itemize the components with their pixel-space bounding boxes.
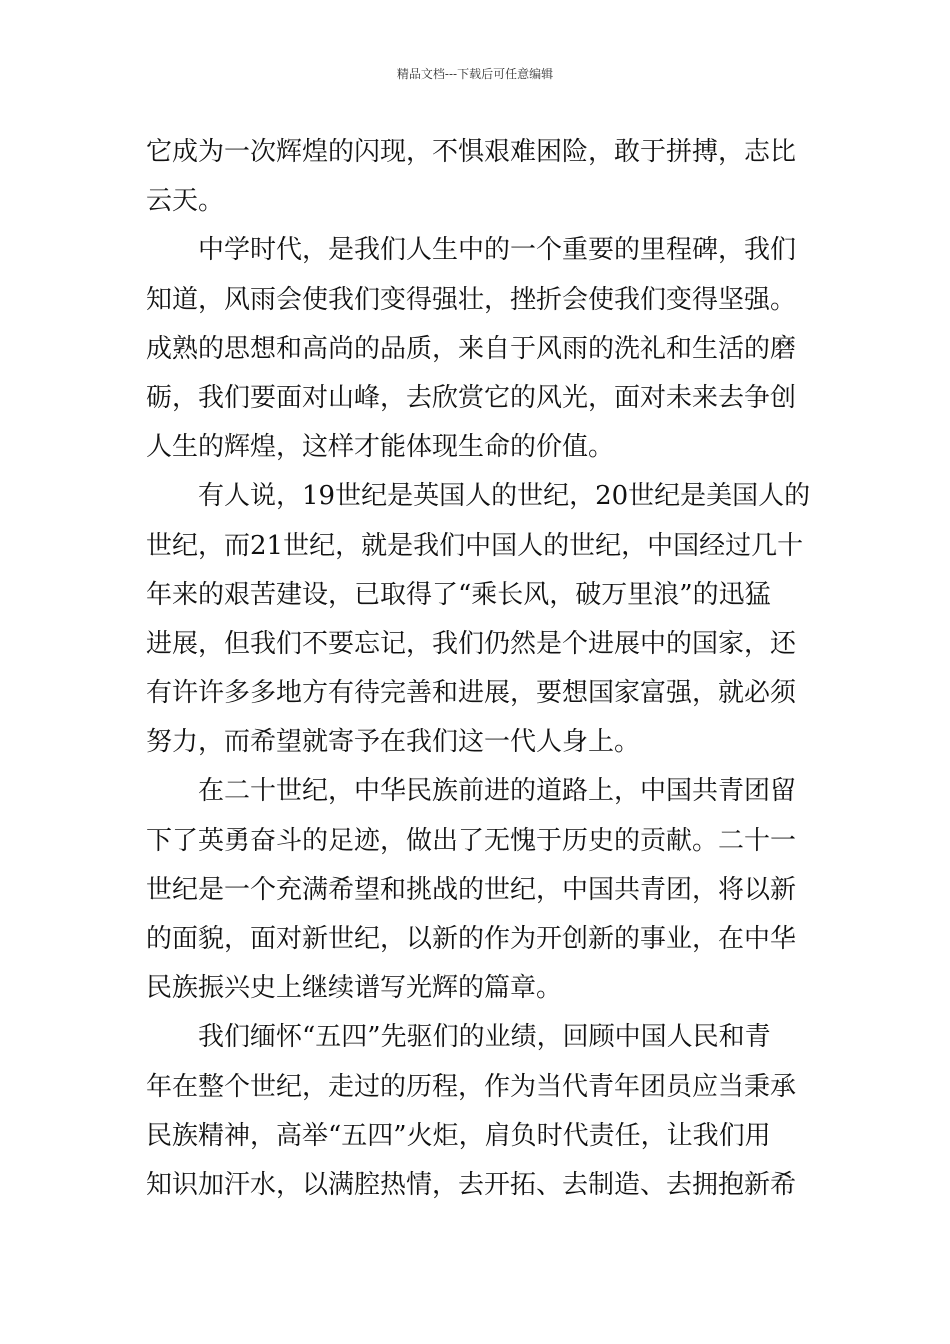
text-line-paragraph-start: 在二十世纪，中华民族前进的道路上，中国共青团留 [198, 776, 797, 807]
text-line: 世纪是一个充满希望和挑战的世纪，中国共青团，将以新 [146, 874, 797, 905]
text-line-paragraph-start: 我们缅怀“五四”先驱们的业绩，回顾中国人民和青 [198, 1022, 771, 1053]
text-line: 知道，风雨会使我们变得强壮，挫折会使我们变得坚强。 [146, 284, 797, 315]
text-line-paragraph-start: 中学时代，是我们人生中的一个重要的里程碑，我们 [198, 235, 797, 266]
text-line: 知识加汗水，以满腔热情，去开拓、去制造、去拥抱新希 [146, 1169, 797, 1200]
text-line: 成熟的思想和高尚的品质，来自于风雨的洗礼和生活的磨 [146, 333, 797, 364]
text-line: 年来的艰苦建设，已取得了“乘长风，破万里浪”的迅猛 [146, 579, 771, 610]
page-header: 精品文档---下载后可任意编辑 [396, 67, 554, 81]
text-line: 云天。 [146, 186, 225, 217]
text-line-paragraph-start: 有人说，19世纪是英国人的世纪，20世纪是美国人的 [198, 481, 810, 512]
text-line: 人生的辉煌，这样才能体现生命的价值。 [146, 432, 615, 463]
text-line: 世纪，而21世纪，就是我们中国人的世纪，中国经过几十 [146, 530, 804, 561]
text-line: 下了英勇奋斗的足迹，做出了无愧于历史的贡献。二十一 [146, 825, 797, 856]
text-line: 民族振兴史上继续谱写光辉的篇章。 [146, 973, 563, 1004]
text-line: 进展，但我们不要忘记，我们仍然是个进展中的国家，还 [146, 628, 797, 659]
text-line: 它成为一次辉煌的闪现，不惧艰难困险，敢于拼搏，志比 [146, 137, 797, 167]
text-line: 砺，我们要面对山峰，去欣赏它的风光，面对未来去争创 [146, 382, 797, 413]
text-line: 年在整个世纪，走过的历程，作为当代青年团员应当秉承 [146, 1071, 797, 1102]
text-line: 努力，而希望就寄予在我们这一代人身上。 [146, 727, 641, 758]
text-line: 的面貌，面对新世纪，以新的作为开创新的事业，在中华 [146, 924, 797, 954]
text-line: 民族精神，高举“五四”火炬，肩负时代责任，让我们用 [146, 1120, 771, 1151]
text-line: 有许许多多地方有待完善和进展，要想国家富强，就必须 [146, 678, 797, 709]
body-text [146, 128, 810, 1210]
